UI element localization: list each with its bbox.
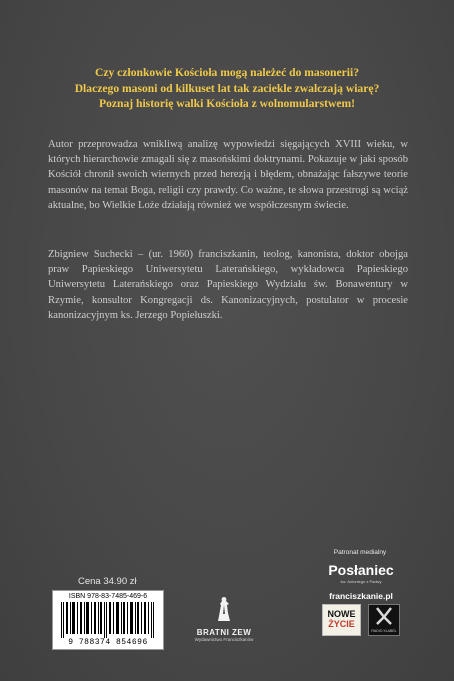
nowe-zycie-top: NOWE — [327, 609, 356, 619]
publisher-name: BRATNI ZEW — [196, 628, 252, 637]
franciszkanie-logo: franciszkanie.pl — [329, 591, 393, 601]
media-patronage-label: Patronat medialny — [333, 549, 387, 556]
publisher-logo — [184, 596, 264, 642]
price-label: Cena 34.90 zł — [78, 576, 137, 587]
barcode-number: 9 788374 854696 — [68, 638, 148, 647]
headline-line-3: Poznaj historię walki Kościoła z wolnomularstwem! — [98, 97, 355, 110]
radio-logo — [368, 604, 400, 636]
x-logo-icon — [369, 605, 399, 627]
barcode-bars — [59, 602, 157, 638]
book-description: Autor przeprowadza wnikliwą analizę wypowiedzi sięgających XVIII wieku, w których hierarchowie zmagali się z masońskimi doktrynami. Pokazuje w jaki sposób Kościół chronił swoich wiernych przed herezją i błędem, obnażając fałszywe teorie masonów na temat Boga, religii czy prawdy. Co ważne, te słowa przestrogi są wciąż aktualne, bo Wielkie Loże działają również we współczesnym świecie. — [48, 139, 408, 211]
publisher-subtitle: Wydawnictwo Franciszkanów — [194, 637, 254, 642]
isbn-barcode — [52, 590, 164, 650]
nowe-zycie-logo — [322, 604, 361, 636]
headline — [40, 65, 414, 112]
isbn-label: ISBN 978-83-7485-469-6 — [68, 593, 148, 600]
headline-line-1: Czy członkowie Kościoła mogą należeć do masonerii? — [94, 66, 360, 79]
author-bio: Zbigniew Suchecki – (ur. 1960) franciszkanin, teolog, kanonista, doktor obojga praw Papieskiego Uniwersytetu Laterańskiego, wykładowca Papieskiego Uniwersytetu Laterańskiego oraz Papieskiego Wydziału św. Bonawentury w Rzymie, konsultor Kongregacji ds. Kanonizacyjnych, postulator w procesie kanonizacyjnym ks. Jerzego Popiełuszki. — [48, 249, 408, 321]
franciscan-figure-icon — [216, 596, 232, 622]
poslaniec-logo: Posłaniec — [328, 562, 394, 578]
nowe-zycie-bottom: ŻYCIE — [328, 619, 355, 629]
radio-logo-text: RADIO XLABEL — [371, 629, 397, 633]
poslaniec-subtitle: św. Antoniego z Padwy — [340, 579, 382, 584]
headline-line-2: Dlaczego masoni od kilkuset lat tak zaciekle zwalczają wiarę? — [74, 81, 380, 95]
